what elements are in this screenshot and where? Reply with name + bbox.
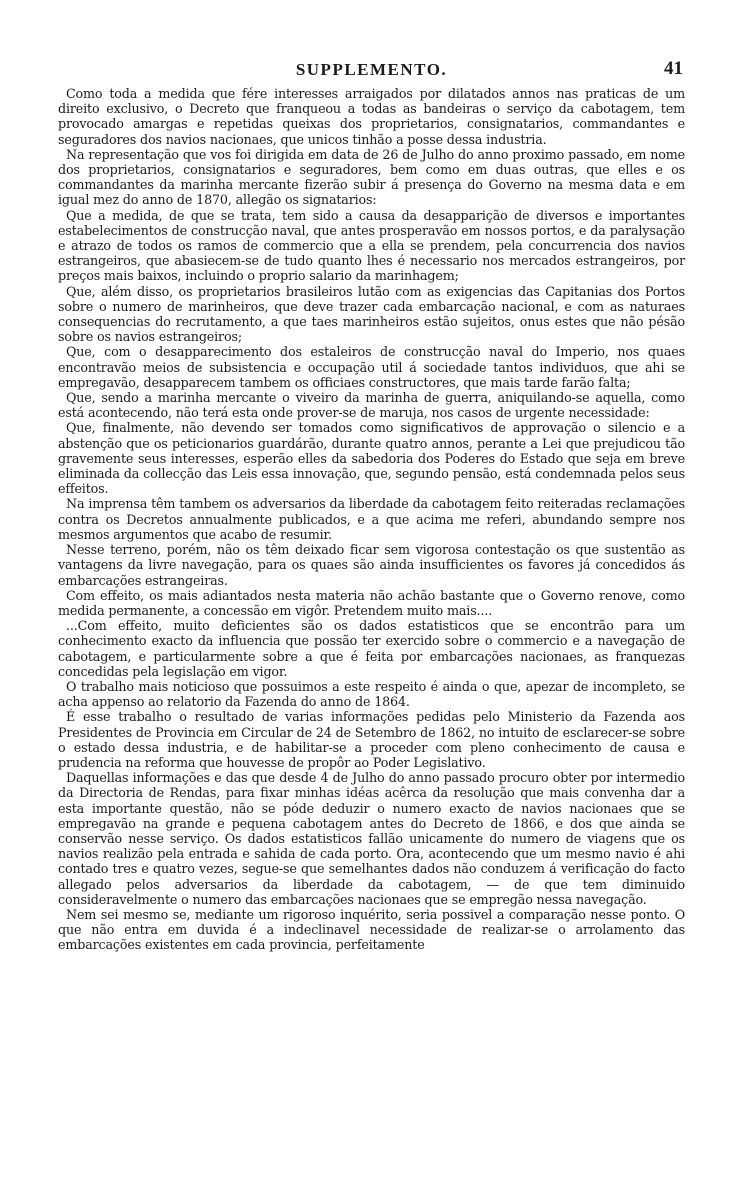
paragraph-11: ...Com effeito, muito deficientes são os dados estatisticos que se encontrão para um conhecimento exacto da influencia que possão ter exercido sobre o commercio e a navegação de cabotagem, e particularmente sobre a que é feita por embarcações nacionaes, as franquezas concedidas pela legislação em vigor. (58, 618, 685, 679)
paragraph-9: Nesse terreno, porém, não os têm deixado ficar sem vigorosa contestação os que sustentão as vantagens da livre navegação, para os quaes são ainda insufficientes os favores já concedidos ás embarcações estrangeiras. (58, 542, 685, 588)
paragraph-3: Que a medida, de que se trata, tem sido a causa da desapparição de diversos e importantes estabelecimentos de construcção naval, que antes prosperavão em nossos portos, e da paralysação e atrazo de todos os ramos de commercio que a ella se prendem, pela concurrencia dos navios estrangeiros, que abasiecem-se de tudo quanto lhes é necessario nos mercados estrangeiros, por preços mais baixos, incluindo o proprio salario da marinhagem; (58, 207, 685, 284)
paragraph-14: Daquellas informações e das que desde 4 de Julho do anno passado procuro obter por intermedio da Directoria de Rendas, para fixar minhas idéas acêrca da resolução que mais convenha dar a esta importante questão, não se póde deduzir o numero exacto de navios nacionaes que se empregavão na grande e pequena cabotagem antes do Decreto de 1866, e dos que ainda se conservão nesse serviço. Os dados estatisticos fallão unicamente do numero de viagens que os navios realizão pela entrada e sahida de cada porto. Ora, acontecendo que um mesmo navio é ahi contado tres e quatro vezes, segue-se que semelhantes dados não conduzem á verificação do facto allegado pelos adversarios da liberdade da cabotagem, — de que tem diminuido consideravelmente o numero das embarcações nacionaes que se empregão nessa navegação. (58, 770, 685, 907)
paragraph-2: Na representação que vos foi dirigida em data de 26 de Julho do anno proximo passado, em nome dos proprietarios, consignatarios e seguradores, bem como em duas outras, que elles e os commandantes da marinha mercante fizerão subir á presença do Governo na mesma data e em igual mez do anno de 1870, allegão os signatarios: (58, 146, 685, 208)
page-number: 41 (664, 58, 683, 79)
paragraph-7: Que, finalmente, não devendo ser tomados como significativos de approvação o silencio e a abstenção que os peticionarios guardárão, durante quatro annos, perante a Lei que prejudicou tão gravemente seus interesses, esperão elles da sabedoria dos Poderes do Estado que seja em breve eliminada da collecção das Leis essa innovação, que, segundo pensão, está condemnada pelos seus effeitos. (58, 420, 685, 497)
paragraph-8: Na imprensa têm tambem os adversarios da liberdade da cabotagem feito reiteradas reclamações contra os Decretos annualmente publicados, e a que acima me referi, abundando sempre nos mesmos argumentos que acabo de resumir. (58, 496, 685, 542)
body-text (58, 86, 685, 953)
paragraph-13: É esse trabalho o resultado de varias informações pedidas pelo Ministerio da Fazenda aos Presidentes de Provincia em Circular de 24 de Setembro de 1862, no intuito de esclarecer-se sobre o estado dessa industria, e de habilitar-se a proceder com pleno conhecimento de causa e prudencia na reforma que houvesse de propôr ao Poder Legislativo. (58, 709, 685, 770)
paragraph-15: Nem sei mesmo se, mediante um rigoroso inquérito, seria possivel a comparação nesse ponto. O que não entra em duvida é a indeclinavel necessidade de realizar-se o arrolamento das embarcações existentes em cada provincia, perfeitamente (58, 906, 685, 953)
paragraph-6: Que, sendo a marinha mercante o viveiro da marinha de guerra, aniquilando-se aquella, como está acontecendo, não terá esta onde prover-se de maruja, nos casos de urgente necessidade: (58, 390, 685, 421)
paragraph-10: Com effeito, os mais adiantados nesta materia não achão bastante que o Governo renove, como medida permanente, a concessão em vigôr. Pretendem muito mais.... (58, 587, 685, 618)
page-header (58, 60, 685, 86)
running-title: SUPPLEMENTO. (295, 60, 448, 79)
paragraph-4: Que, além disso, os proprietarios brasileiros lutão com as exigencias das Capitanias dos Portos sobre o numero de marinheiros, que deve trazer cada embarcação nacional, e com as naturaes consequencias do recrutamento, a que taes marinheiros estão sujeitos, onus estes que não pésão sobre os navios estrangeiros; (58, 283, 685, 345)
paragraph-12: O trabalho mais noticioso que possuimos a este respeito é ainda o que, apezar de incompleto, se acha appenso ao relatorio da Fazenda do anno de 1864. (58, 678, 685, 710)
paragraph-5: Que, com o desapparecimento dos estaleiros de construcção naval do Imperio, nos quaes encontravão meios de subsistencia e occupação util á sociedade tantos individuos, que ahi se empregavão, desapparecem tambem os officiaes constructores, que mais tarde farão falta; (58, 344, 685, 390)
document-page (58, 60, 685, 953)
paragraph-1: Como toda a medida que fére interesses arraigados por dilatados annos nas praticas de um direito exclusivo, o Decreto que franqueou a todas as bandeiras o serviço da cabotagem, tem provocado amargas e repetidas queixas dos proprietarios, consignatarios, commandantes e seguradores dos navios nacionaes, que unicos tinhão a posse dessa industria. (58, 86, 685, 147)
